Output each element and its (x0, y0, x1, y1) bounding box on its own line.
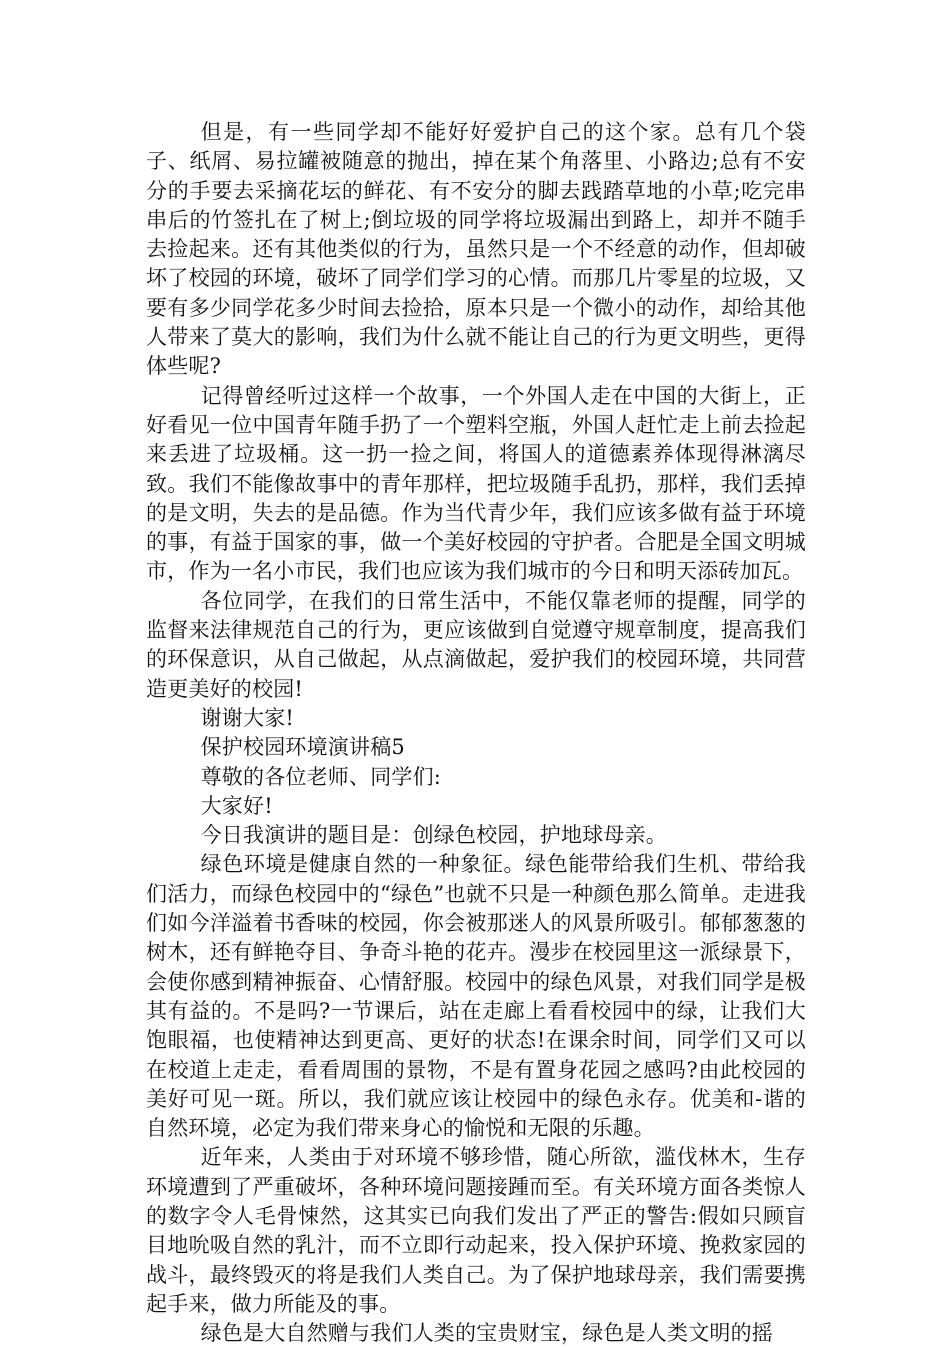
closing-thanks: 谢谢大家! (200, 705, 295, 730)
greeting: 大家好! (200, 793, 273, 818)
paragraph: 记得曾经听过这样一个故事，一个外国人走在中国的大街上，正好看见一位中国青年随手扔了一个塑料空瓶，外国人赶忙走上前去捡起来丢进了垃圾桶。这一扔一捡之间，将国人的道德素养体现得淋漓尽致。我们不能像故事中的青年那样，把垃圾随手乱扔，那样，我们丢掉的是文明，失去的是品德。作为当代青少年，我们应该多做有益于环境的事，有益于国家的事，做一个美好校园的守护者。合肥是全国文明城市，作为一名小市民，我们也应该为我们城市的今日和明天添砖加瓦。 (146, 383, 806, 584)
salutation: 尊敬的各位老师、同学们: (200, 764, 442, 789)
speech-topic: 今日我演讲的题目是：创绿色校园，护地球母亲。 (200, 823, 667, 848)
section-title: 保护校园环境演讲稿5 (200, 735, 405, 760)
paragraph: 各位同学，在我们的日常生活中，不能仅靠老师的提醒，同学的监督来法律规范自己的行为，更应该做到自觉遵守规章制度，提高我们的环保意识，从自己做起，从点滴做起，爱护我们的校园环境，共同营造更美好的校园! (146, 588, 806, 701)
paragraph: 但是，有一些同学却不能好好爱护自己的这个家。总有几个袋子、纸屑、易拉罐被随意的抛出，掉在某个角落里、小路边;总有不安分的手要去采摘花坛的鲜花、有不安分的脚去践踏草地的小草;吃完串串后的竹签扎在了树上;倒垃圾的同学将垃圾漏出到路上，却并不随手去捡起来。还有其他类似的行为，虽然只是一个不经意的动作，但却破坏了校园的环境，破坏了同学们学习的心情。而那几片零星的垃圾，又要有多少同学花多少时间去捡拾，原本只是一个微小的动作，却给其他人带来了莫大的影响，我们为什么就不能让自己的行为更文明些，更得体些呢? (146, 120, 806, 379)
paragraph: 近年来，人类由于对环境不够珍惜，随心所欲，滥伐林木，生存环境遭到了严重破坏，各种环境问题接踵而至。有关环境方面各类惊人的数字令人毛骨悚然，这其实已向我们发出了严正的警告:假如只顾盲目地吮吸自然的乳汁，而不立即行动起来，投入保护环境、挽救家园的战斗，最终毁灭的将是我们人类自己。为了保护地球母亲，我们需要携起手来，做力所能及的事。 (146, 1145, 806, 1316)
document-page (146, 118, 806, 1348)
paragraph: 绿色环境是健康自然的一种象征。绿色能带给我们生机、带给我们活力，而绿色校园中的“绿色”也就不只是一种颜色那么简单。走进我们如今洋溢着书香味的校园，你会被那迷人的风景所吸引。郁郁葱葱的树木，还有鲜艳夺目、争奇斗艳的花卉。漫步在校园里这一派绿景下，会使你感到精神振奋、心情舒服。校园中的绿色风景，对我们同学是极其有益的。不是吗?一节课后，站在走廊上看看校园中的绿，让我们大饱眼福，也使精神达到更高、更好的状态!在课余时间，同学们又可以在校道上走走，看看周围的景物，不是有置身花园之感吗?由此校园的美好可见一斑。所以，我们就应该让校园中的绿色永存。优美和-谐的自然环境，必定为我们带来身心的愉悦和无限的乐趣。 (146, 852, 806, 1141)
paragraph: 绿色是大自然赠与我们人类的宝贵财宝，绿色是人类文明的摇 (200, 1321, 773, 1346)
